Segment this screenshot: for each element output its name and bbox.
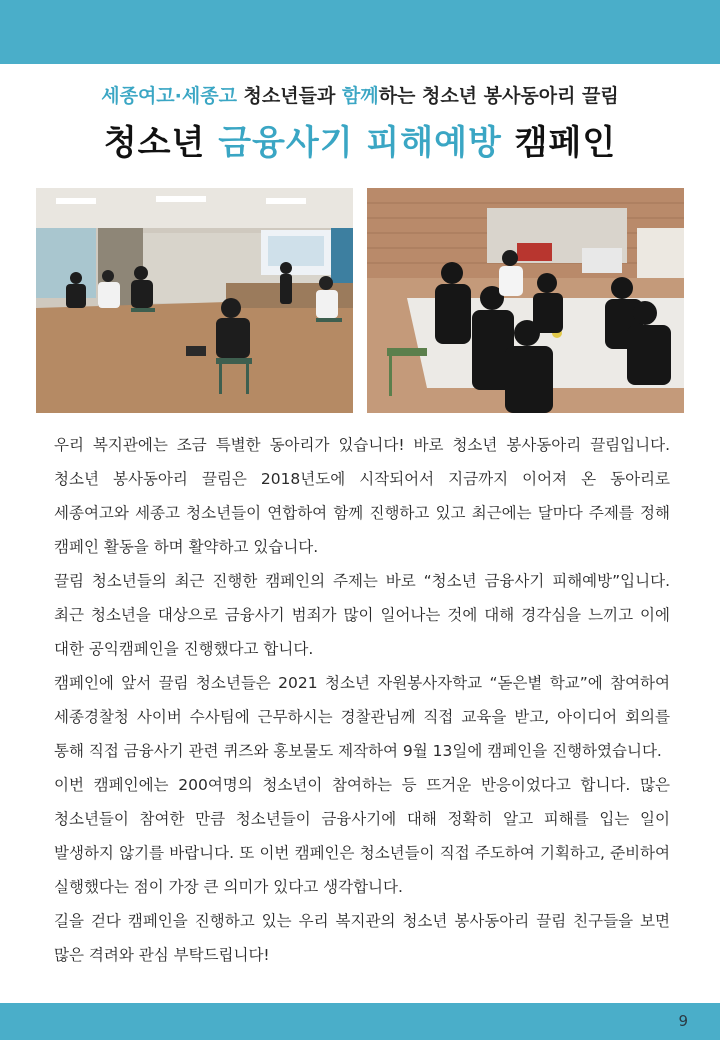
article-paragraph-4: 이번 캠페인에는 200여명의 청소년이 참여하는 등 뜨거운 반응이었다고 합니다. 많은 청소년들이 참여한 만큼 청소년들이 금융사기에 대해 정확히 알고 피해를 입는 일이 발생하지 않기를 바랍니다. 또 이번 캠페인은 청소년들이 직접 주도하여 기획하고, 준비하여 실행했다는 점이 가장 큰 의미가 있다고 생각합니다. xyxy=(54,776,670,896)
title-text-1: 청소년 xyxy=(103,123,219,163)
bottom-color-band xyxy=(0,1003,720,1040)
subtitle-together: 함께 xyxy=(341,85,379,107)
page-subtitle xyxy=(0,81,720,108)
page-number: 9 xyxy=(678,1012,688,1030)
article-paragraph-1: 우리 복지관에는 조금 특별한 동아리가 있습니다! 바로 청소년 봉사동아리 끌림입니다. 청소년 봉사동아리 끌림은 2018년도에 시작되어서 지금까지 이어져 온 동아리로 세종여고와 세종고 청소년들이 연합하여 함께 진행하고 있고 최근에는 달마다 주제를 정해 캠페인 활동을 하며 활약하고 있습니다. xyxy=(54,436,670,556)
photo-lecture-hall xyxy=(36,188,353,413)
article-paragraph-2: 끌림 청소년들의 최근 진행한 캠페인의 주제는 바로 “청소년 금융사기 피해예방”입니다. 최근 청소년을 대상으로 금융사기 범죄가 많이 일어나는 것에 대해 경각심을 느끼고 이에 대한 공익캠페인을 진행했다고 합니다. xyxy=(54,572,670,658)
article-paragraph-3: 캠페인에 앞서 끌림 청소년들은 2021 청소년 자원봉사자학교 “돋은볕 학교”에 참여하여 세종경찰청 사이버 수사팀에 근무하시는 경찰관님께 직접 교육을 받고, 아이디어 회의를 통해 직접 금융사기 관련 퀴즈와 홍보물도 제작하여 9월 13일에 캠페인을 진행하였습니다. xyxy=(54,674,670,760)
article-body xyxy=(54,428,670,972)
article-paragraph-5: 길을 걷다 캠페인을 진행하고 있는 우리 복지관의 청소년 봉사동아리 끌림 친구들을 보면 많은 격려와 관심 부탁드립니다! xyxy=(54,912,670,964)
photo-students-table xyxy=(367,188,684,413)
page-title xyxy=(0,115,720,164)
title-highlight: 금융사기 피해예방 xyxy=(218,123,502,163)
subtitle-schools: 세종여고·세종고 xyxy=(101,85,237,107)
title-text-2: 캠페인 xyxy=(501,123,617,163)
subtitle-text-1: 청소년들과 xyxy=(236,85,342,107)
subtitle-text-2: 하는 청소년 봉사동아리 끌림 xyxy=(378,85,619,107)
top-color-band xyxy=(0,0,720,64)
